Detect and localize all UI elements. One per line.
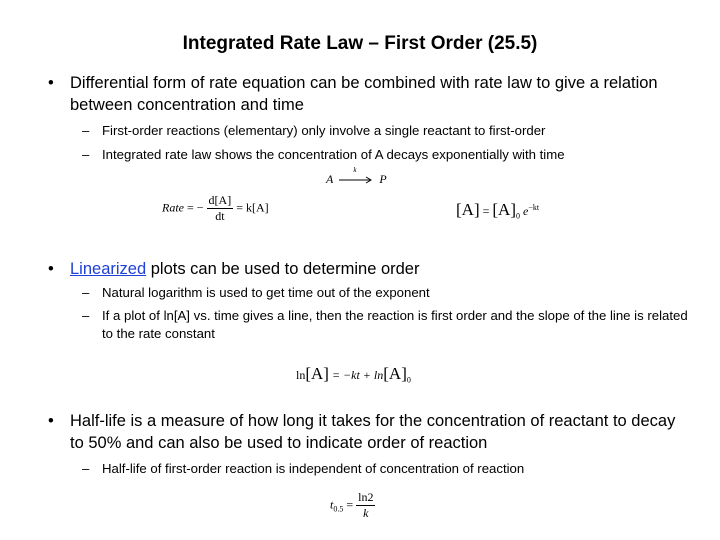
dash-marker: – [82, 123, 90, 138]
subscript-zero: 0 [516, 211, 520, 221]
bullet-text: Half-life is a measure of how long it takes for the concentration of reactant to decay to 50% and can also be used to indicate order of reaction [70, 412, 676, 452]
sub-bullet-text: Natural logarithm is used to get time out of the exponent [102, 285, 430, 300]
bullet-text-wrap [70, 258, 690, 280]
equals-minus: = − [184, 200, 204, 215]
denominator: dt [215, 209, 225, 223]
numerator: ln2 [358, 490, 374, 504]
reactant: A [326, 172, 334, 186]
subscript-half: 0.5 [333, 504, 344, 514]
arrow-icon [339, 175, 373, 185]
linearized-link[interactable]: Linearized [70, 260, 147, 278]
rate-constant-label: k [353, 166, 357, 174]
reaction-arrow [339, 166, 373, 187]
reaction-equation [326, 166, 387, 187]
sub-bullet-text: Half-life of first-order reaction is independent of concentration of reaction [102, 461, 525, 476]
ln: ln [296, 368, 306, 382]
product: P [379, 172, 387, 186]
sub-bullet-text: First-order reactions (elementary) only involve a single reactant to first-order [102, 123, 546, 138]
bullet-marker: • [48, 412, 54, 430]
bullet-marker: • [48, 260, 54, 278]
conc-a: [A] [305, 364, 329, 383]
rate-label: Rate [162, 200, 184, 215]
bullet-text: Differential form of rate equation can be combined with rate law to give a relation between concentration and time [70, 74, 658, 114]
slide-title: Integrated Rate Law – First Order (25.5) [182, 33, 538, 54]
half-life-equation [330, 490, 375, 521]
linear-equation [296, 364, 411, 384]
conc-a0: [A] [492, 200, 516, 219]
linear-mid: = −kt + ln [328, 368, 384, 382]
derivative-fraction [207, 193, 234, 224]
numerator: d[A] [208, 193, 232, 207]
dash-marker: – [82, 147, 90, 162]
rate-equation [162, 193, 269, 224]
integrated-rate-law [456, 200, 539, 220]
exponent: −kt [528, 203, 540, 212]
bullet-marker: • [48, 74, 54, 92]
denominator: k [363, 506, 369, 520]
bullet-text: plots can be used to determine order [146, 260, 420, 278]
equals: = [479, 204, 493, 218]
conc-a: [A] [456, 200, 480, 219]
exp-base: e [523, 204, 529, 218]
sub-bullet-text: Integrated rate law shows the concentration of A decays exponentially with time [102, 147, 565, 162]
subscript-zero: 0 [406, 375, 411, 385]
dash-marker: – [82, 285, 90, 300]
dash-marker: – [82, 308, 90, 323]
half-life-fraction [356, 490, 375, 521]
dash-marker: – [82, 461, 90, 476]
conc-a0: [A] [383, 364, 407, 383]
sub-bullet-text: If a plot of ln[A] vs. time gives a line, then the reaction is first order and the slope of the line is related to the rate constant [102, 308, 688, 341]
equals: = [343, 497, 357, 512]
t: t [330, 497, 334, 512]
rate-rhs: = k[A] [233, 200, 269, 215]
